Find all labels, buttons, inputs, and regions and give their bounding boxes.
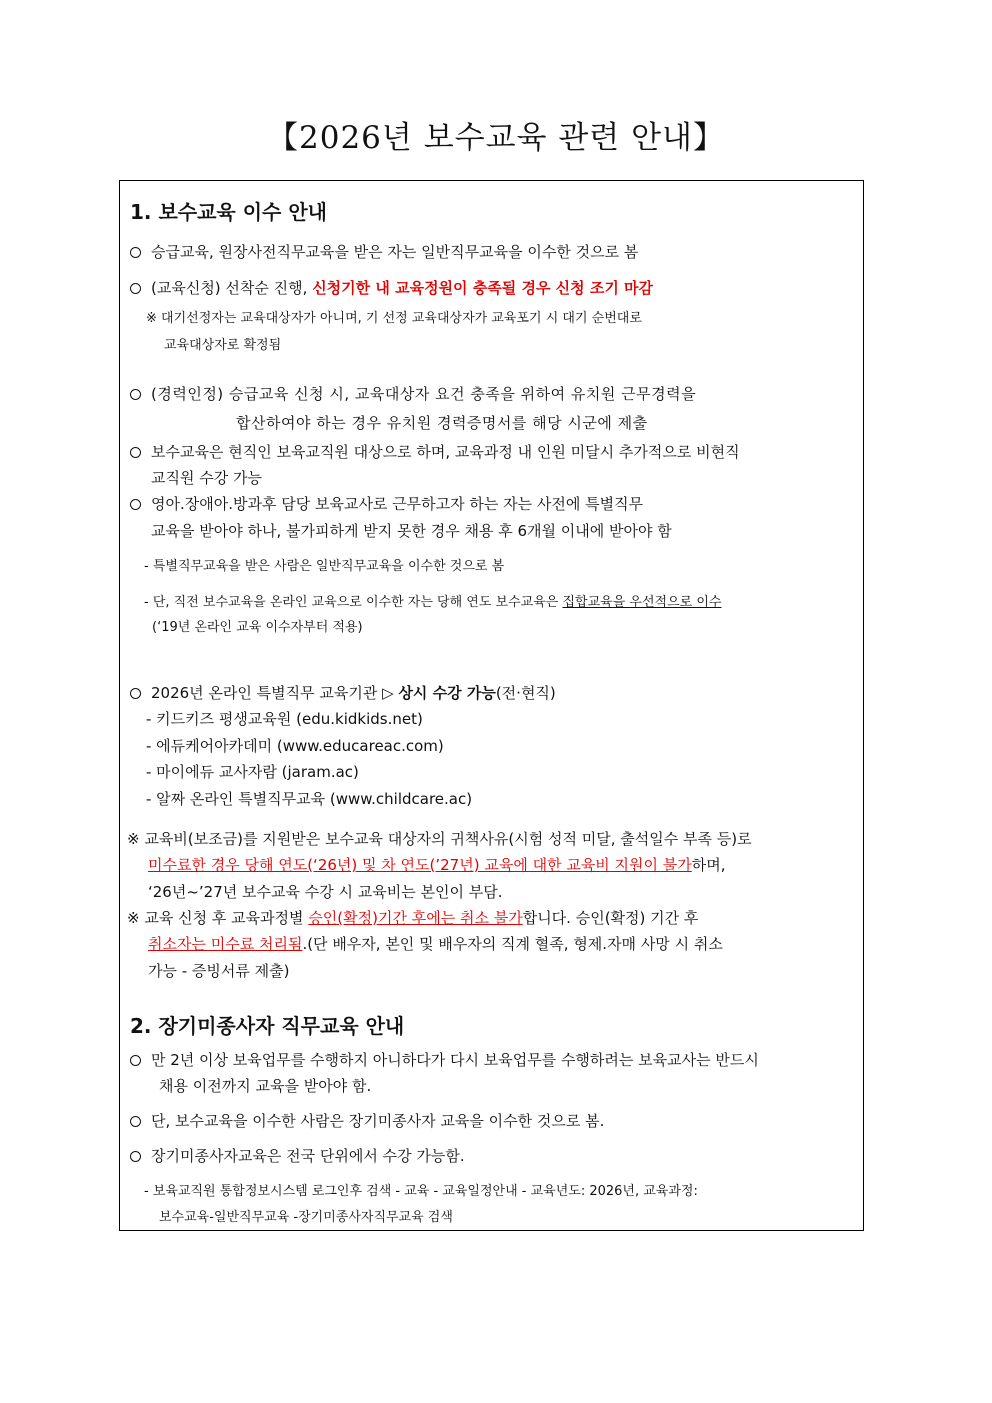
section2-heading: 2. 장기미종사자 직무교육 안내: [130, 1014, 405, 1038]
circle-bullet-icon: [130, 1151, 141, 1162]
section2-bullet1-line2: 채용 이전까지 교육을 받아야 함.: [159, 1077, 372, 1095]
circle-bullet-icon: [130, 1055, 141, 1066]
section1-dash2-line1: - 단, 직전 보수교육을 온라인 교육으로 이수한 자는 당해 연도 보수교육은 집합교육을 우선적으로 이수: [144, 595, 722, 610]
section1-note1-line1: ※ 대기선정자는 교육대상자가 아니며, 기 선정 교육대상자가 교육포기 시 대기 순번대로: [146, 311, 642, 326]
section2-dash1-line2: 보수교육-일반직무교육 -장기미종사자직무교육 검색: [159, 1210, 453, 1225]
section1-note2-line3: ‘26년~’27년 보수교육 수강 시 교육비는 본인이 부담.: [148, 883, 503, 901]
section1-note2-line2: 미수료한 경우 당해 연도(‘26년) 및 차 연도(’27년) 교육에 대한 교육비 지원이 불가하며,: [148, 856, 726, 874]
circle-bullet-icon: [130, 283, 141, 294]
section2-bullet2: 단, 보수교육을 이수한 사람은 장기미종사자 교육을 이수한 것으로 봄.: [130, 1111, 604, 1131]
section1-note2-line1: ※ 교육비(보조금)를 지원받은 보수교육 대상자의 귀책사유(시험 성적 미달, 출석일수 부족 등)로: [127, 830, 752, 848]
section1-bullet4-line1: 보수교육은 현직인 보육교직원 대상으로 하며, 교육과정 내 인원 미달시 추가적으로 비현직: [130, 442, 740, 462]
section1-bullet1: 승급교육, 원장사전직무교육을 받은 자는 일반직무교육을 이수한 것으로 봄: [130, 242, 638, 262]
section1-note3-line1: ※ 교육 신청 후 교육과정별 승인(확정)기간 후에는 취소 불가합니다. 승인(확정) 기간 후: [127, 909, 699, 927]
circle-bullet-icon: [130, 389, 141, 400]
circle-bullet-icon: [130, 499, 141, 510]
section1-bullet4-line2: 교직원 수강 가능: [151, 469, 262, 487]
section1-note1-line2: 교육대상자로 확정됨: [164, 338, 282, 353]
institution-item: - 마이에듀 교사자람 (jaram.ac): [146, 763, 359, 781]
section2-dash1-line1: - 보육교직원 통합정보시스템 로그인후 검색 - 교육 - 교육일정안내 - 교육년도: 2026년, 교육과정:: [144, 1184, 698, 1199]
section1-note3-line2: 취소자는 미수료 처리됨.(단 배우자, 본인 및 배우자의 직계 혈족, 형제.자매 사망 시 취소: [148, 935, 723, 953]
section1-heading: 1. 보수교육 이수 안내: [130, 200, 327, 224]
circle-bullet-icon: [130, 447, 141, 458]
section1-bullet5-line1: 영아.장애아.방과후 담당 보육교사로 근무하고자 하는 자는 사전에 특별직무: [130, 494, 643, 514]
circle-bullet-icon: [130, 247, 141, 258]
institution-item: - 에듀케어아카데미 (www.educareac.com): [146, 737, 444, 755]
section1-bullet5-line2: 교육을 받아야 하나, 불가피하게 받지 못한 경우 채용 후 6개월 이내에 받아야 함: [151, 522, 672, 540]
section1-bullet2: (교육신청) 선착순 진행, 신청기한 내 교육정원이 충족될 경우 신청 조기 마감: [130, 278, 653, 298]
page-title: 【2026년 보수교육 관련 안내】: [267, 120, 725, 156]
section1-note3-line3: 가능 - 증빙서류 제출): [148, 962, 290, 980]
circle-bullet-icon: [130, 1116, 141, 1127]
institution-item: - 알짜 온라인 특별직무교육 (www.childcare.ac): [146, 790, 473, 808]
section1-dash1: - 특별직무교육을 받은 사람은 일반직무교육을 이수한 것으로 봄: [144, 559, 505, 574]
section1-dash2-line2: (‘19년 온라인 교육 이수자부터 적용): [152, 620, 363, 635]
institution-item: - 키드키즈 평생교육원 (edu.kidkids.net): [146, 710, 423, 728]
section1-bullet6: 2026년 온라인 특별직무 교육기관 ▷ 상시 수강 가능(전·현직): [130, 683, 556, 703]
circle-bullet-icon: [130, 688, 141, 699]
section2-bullet1-line1: 만 2년 이상 보육업무를 수행하지 아니하다가 다시 보육업무를 수행하려는 보육교사는 반드시: [130, 1050, 759, 1070]
section1-bullet3-line1: (경력인정) 승급교육 신청 시, 교육대상자 요건 충족을 위하여 유치원 근무경력을: [130, 384, 696, 404]
section2-bullet3: 장기미종사자교육은 전국 단위에서 수강 가능함.: [130, 1146, 465, 1166]
section1-bullet3-line2: 합산하여야 하는 경우 유치원 경력증명서를 해당 시군에 제출: [236, 414, 648, 432]
